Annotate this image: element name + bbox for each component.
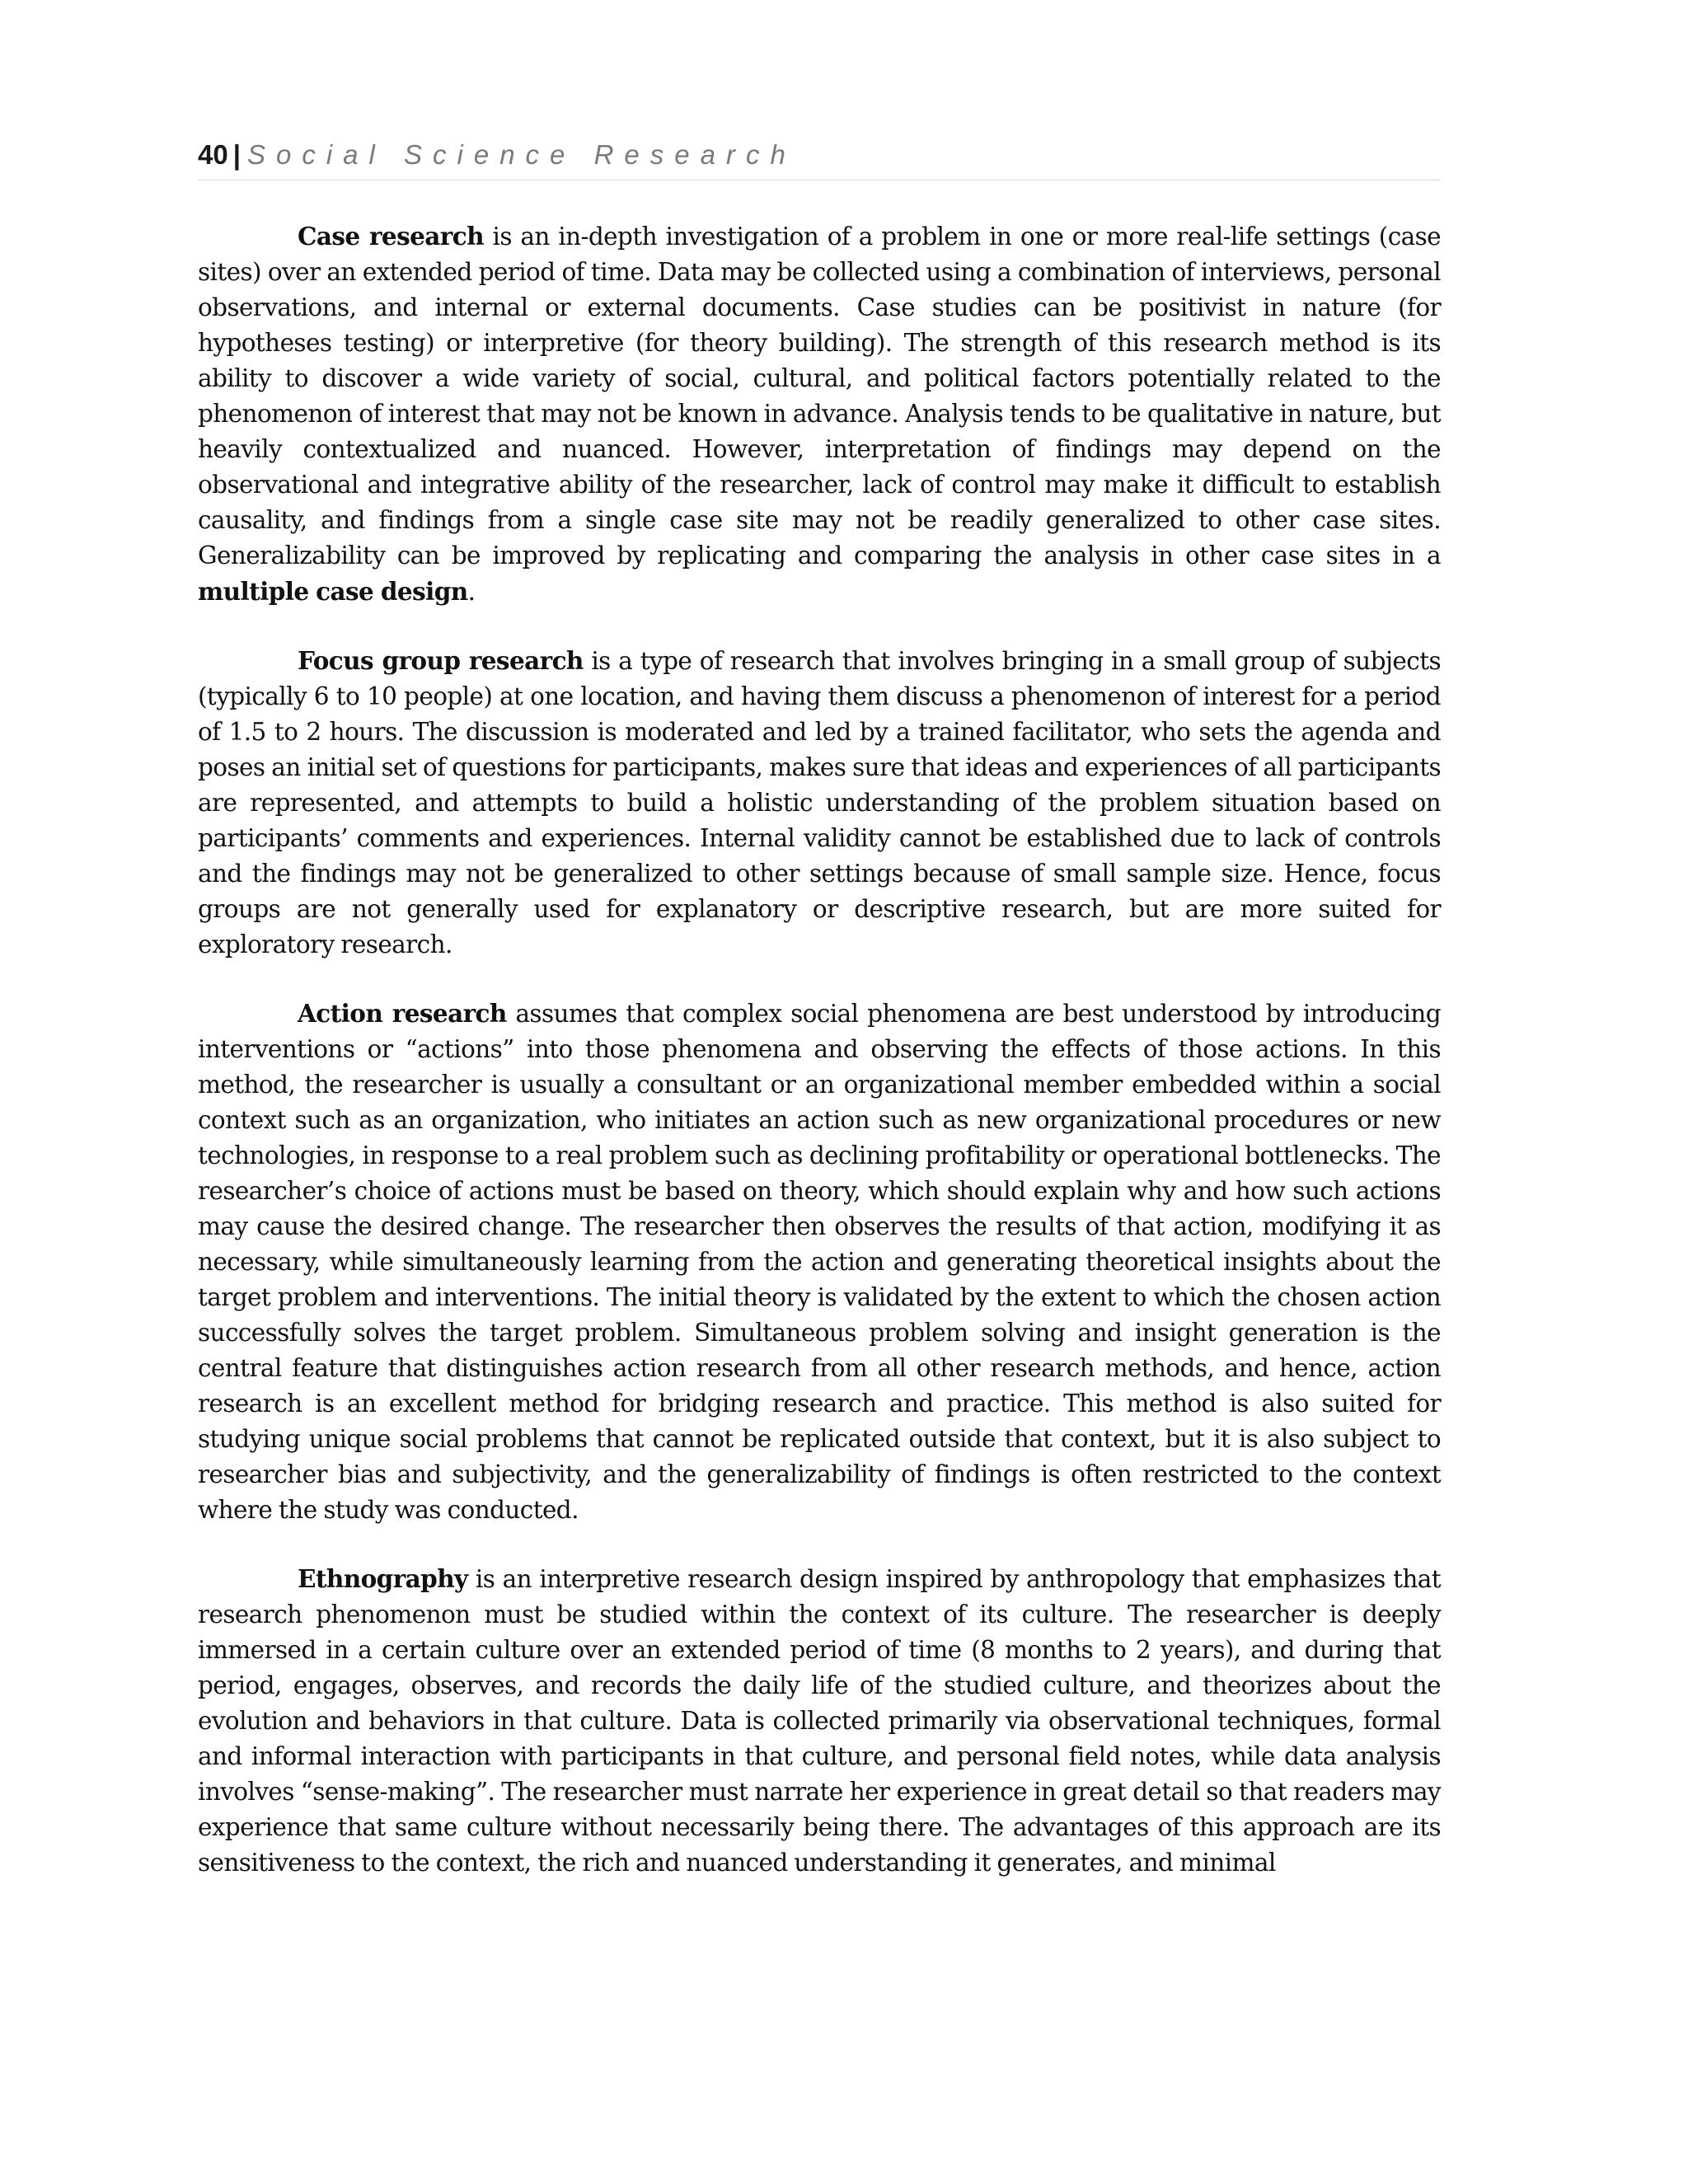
- paragraph-action-research: [198, 996, 1441, 1528]
- paragraph-case-research: [198, 218, 1441, 610]
- paragraph-text: is an interpretive research design inspired by anthropology that emphasizes that research phenomenon must be studied within the context of its culture. The researcher is deeply immersed in a certain culture over an extended period of time (8 months to 2 years), and during that period, engages, observes, and records the daily life of the studied culture, and theorizes about the evolution and behaviors in that culture. Data is collected primarily via observational techniques, formal and informal interaction with participants in that culture, and personal field notes, while data analysis involves “sense-making”. The researcher must narrate her experience in great detail so that readers may experience that same culture without necessarily being there. The advantages of this approach are its sensitiveness to the context, the rich and nuanced understanding it generates, and minimal: [198, 1565, 1441, 1877]
- running-header: [198, 138, 1441, 180]
- paragraph-text: assumes that complex social phenomena are best understood by introducing interventions or “actions” into those phenomena and observing the effects of those actions. In this method, the researcher is usually a consultant or an organizational member embedded within a social context such as an organization, who initiates an action such as new organizational procedures or new technologies, in response to a real problem such as declining profitability or operational bottlenecks. The researcher’s choice of actions must be based on theory, which should explain why and how such actions may cause the desired change. The researcher then observes the results of that action, modifying it as necessary, while simultaneously learning from the action and generating theoretical insights about the target problem and interventions. The initial theory is validated by the extent to which the chosen action successfully solves the target problem. Simultaneous problem solving and insight generation is the central feature that distinguishes action research from all other research methods, and hence, action research is an excellent method for bridging research and practice. This method is also suited for studying unique social problems that cannot be replicated outside that context, but it is also subject to researcher bias and subjectivity, and the generalizability of findings is often restricted to the context where the study was conducted.: [198, 1000, 1441, 1524]
- page-number: 40: [198, 139, 228, 170]
- term-focus-group-research: Focus group research: [298, 646, 584, 675]
- paragraph-text-end: .: [467, 578, 476, 606]
- book-title: Social Science Research: [246, 139, 796, 170]
- term-case-research: Case research: [298, 222, 484, 251]
- paragraph-focus-group-research: [198, 643, 1441, 963]
- body-text: [198, 218, 1441, 1914]
- header-separator: |: [232, 139, 241, 170]
- term-action-research: Action research: [298, 999, 507, 1028]
- paragraph-text: is an in-depth investigation of a problem in one or more real-life settings (case sites) over an extended period of time. Data may be collected using a combination of interviews, personal observations, and internal or external documents. Case studies can be positivist in nature (for hypotheses testing) or interpretive (for theory building). The strength of this research method is its ability to discover a wide variety of social, cultural, and political factors potentially related to the phenomenon of interest that may not be known in advance. Analysis tends to be qualitative in nature, but heavily contextualized and nuanced. However, interpretation of findings may depend on the observational and integrative ability of the researcher, lack of control may make it difficult to establish causality, and findings from a single case site may not be readily generalized to other case sites. Generalizability can be improved by replicating and comparing the analysis in other case sites in a: [198, 223, 1442, 569]
- paragraph-ethnography: [198, 1561, 1441, 1881]
- paragraph-text: is a type of research that involves bringing in a small group of subjects (typically 6 to 10 people) at one location, and having them discuss a phenomenon of interest for a period of 1.5 to 2 hours. The discussion is moderated and led by a trained facilitator, who sets the agenda and poses an initial set of questions for participants, makes sure that ideas and experiences of all participants are represented, and attempts to build a holistic understanding of the problem situation based on participants’ comments and experiences. Internal validity cannot be established due to lack of controls and the findings may not be generalized to other settings because of small sample size. Hence, focus groups are not generally used for explanatory or descriptive research, but are more suited for exploratory research.: [198, 647, 1441, 958]
- term-ethnography: Ethnography: [298, 1564, 468, 1593]
- term-multiple-case-design: multiple case design: [198, 577, 468, 606]
